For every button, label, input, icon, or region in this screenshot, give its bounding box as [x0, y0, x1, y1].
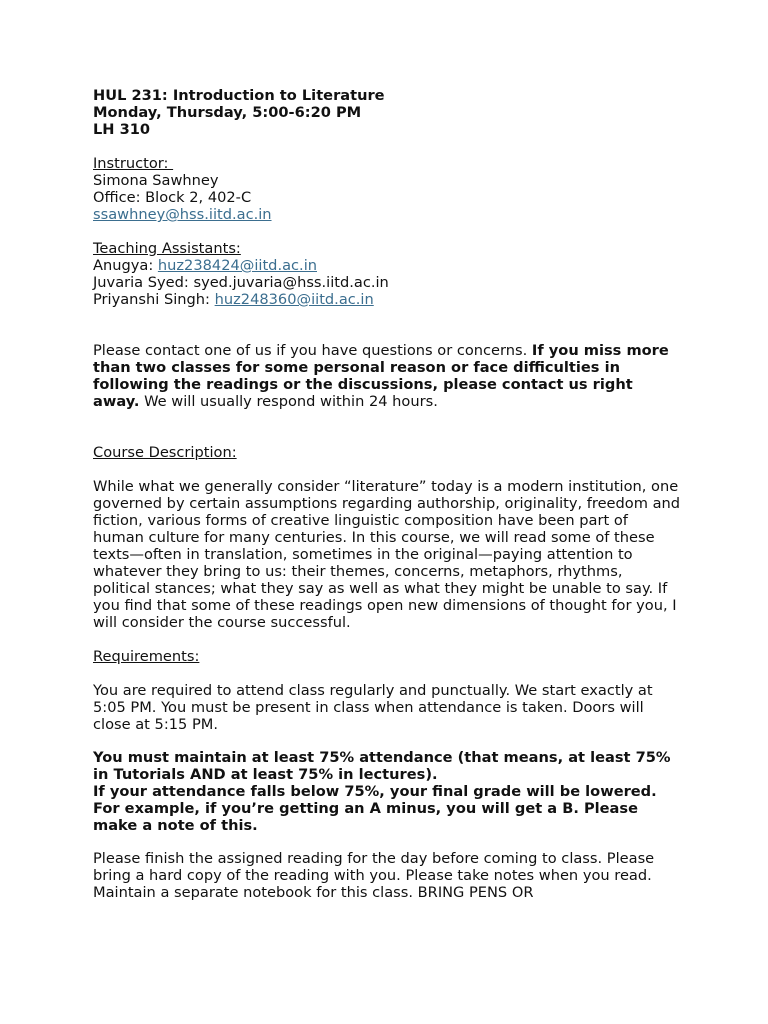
contact-lead: Please contact one of us if you have questions or concerns. [93, 342, 532, 359]
instructor-email-link[interactable]: ssawhney@hss.iitd.ac.in [93, 206, 272, 223]
requirements-heading: Requirements: [93, 648, 200, 665]
ta-label: Priyanshi Singh: [93, 291, 215, 308]
ta-email-link[interactable]: huz248360@iitd.ac.in [214, 291, 374, 308]
attendance-rule: You must maintain at least 75% attendance (that means, at least 75% in Tutorials AND at least 75% in lectures). [93, 749, 671, 783]
document-page [93, 87, 683, 901]
ta-label: Juvaria Syed: [93, 274, 194, 291]
ta-item [93, 274, 683, 291]
course-description-heading: Course Description: [93, 444, 237, 461]
course-room: LH 310 [93, 121, 151, 138]
instructor-name: Simona Sawhney [93, 172, 219, 189]
ta-heading: Teaching Assistants: [93, 240, 241, 257]
attendance-penalty: If your attendance falls below 75%, your final grade will be lowered. For example, if you’re getting an A minus, you will get a B. Please make a note of this. [93, 783, 657, 834]
reading-paragraph: Please finish the assigned reading for the day before coming to class. Please bring a hard copy of the reading with you. Please take notes when you read. Maintain a separate notebook for this class. BRING PENS OR [93, 850, 655, 901]
ta-email-link[interactable]: huz238424@iitd.ac.in [157, 257, 317, 274]
attendance-paragraph: You are required to attend class regularly and punctually. We start exactly at 5:05 PM. You must be present in class when attendance is taken. Doors will close at 5:15 PM. [93, 682, 653, 733]
ta-item [93, 257, 683, 274]
instructor-office: Office: Block 2, 402-C [93, 189, 252, 206]
contact-bold: If you miss more than two classes for some personal reason or face difficulties in following the readings or the discussions, please contact us right away. [93, 342, 669, 410]
course-title: HUL 231: Introduction to Literature [93, 87, 385, 104]
contact-tail: We will usually respond within 24 hours. [139, 393, 438, 410]
ta-label: Anugya: [93, 257, 158, 274]
contact-paragraph [93, 342, 683, 410]
course-schedule: Monday, Thursday, 5:00-6:20 PM [93, 104, 362, 121]
course-description-text: While what we generally consider “literature” today is a modern institution, one governed by certain assumptions regarding authorship, originality, freedom and fiction, various forms of creative linguistic composition have been part of human culture for many centuries. In this course, we will read some of these texts—often in translation, sometimes in the original—paying attention to whatever they bring to us: their themes, concerns, metaphors, rhythms, political stances; what they say as well as what they might be unable to say. If you find that some of these readings open new dimensions of thought for you, I will consider the course successful. [93, 478, 681, 631]
ta-item [93, 291, 683, 308]
ta-email: syed.juvaria@hss.iitd.ac.in [193, 274, 389, 291]
instructor-heading: Instructor: [93, 155, 174, 172]
